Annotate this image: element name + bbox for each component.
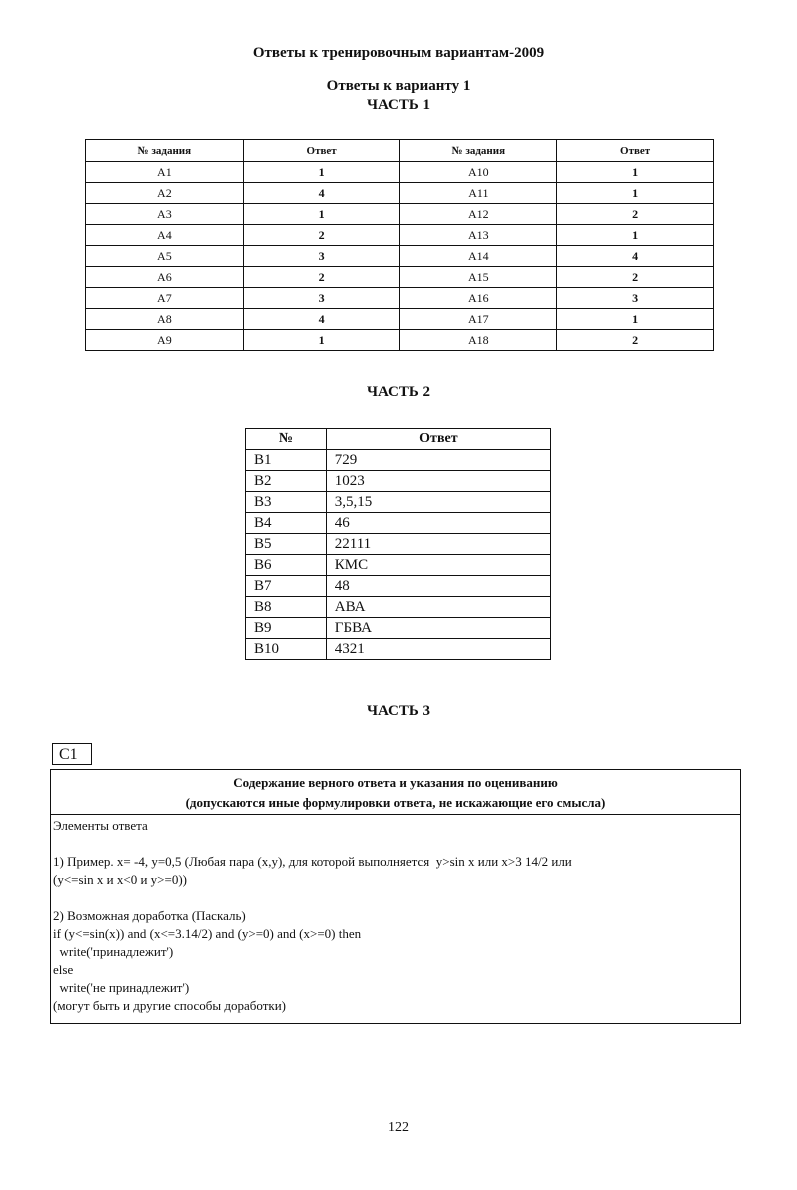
answer-cell: 4 — [557, 246, 714, 267]
task-number-cell: A8 — [86, 309, 244, 330]
answer-cell: 48 — [326, 576, 550, 597]
answer-box-header-line: (допускаются иные формулировки ответа, не искажающие его смысла) — [185, 795, 606, 810]
answer-cell: 1 — [243, 330, 400, 351]
answer-cell: 729 — [326, 450, 550, 471]
answer-text-line: (y<=sin x и x<0 и y>=0)) — [53, 872, 187, 887]
answer-text-line: 2) Возможная доработка (Паскаль) — [53, 908, 246, 923]
task-number-cell: A11 — [400, 183, 557, 204]
part2-heading: ЧАСТЬ 2 — [366, 384, 431, 400]
table-row — [246, 492, 551, 513]
answer-cell: ГБВА — [326, 618, 550, 639]
part2-answers-table — [245, 428, 551, 660]
answer-cell: 1 — [557, 162, 714, 183]
answer-cell: 3,5,15 — [326, 492, 550, 513]
column-header: № — [246, 429, 327, 450]
answer-text-line: write('не принадлежит') — [53, 980, 190, 995]
part1-heading: ЧАСТЬ 1 — [366, 97, 431, 113]
table-row — [246, 618, 551, 639]
answer-cell: 1023 — [326, 471, 550, 492]
task-c1-answer-box — [50, 769, 741, 1024]
answer-text-line: else — [53, 962, 74, 977]
table-row — [86, 204, 714, 225]
table-row — [246, 576, 551, 597]
part3-heading: ЧАСТЬ 3 — [366, 703, 431, 719]
table-row — [86, 267, 714, 288]
task-c1-label: C1 — [52, 743, 92, 765]
answer-text-line: (могут быть и другие способы доработки) — [53, 998, 287, 1013]
answer-text-line: Элементы ответа — [53, 818, 148, 833]
answer-text-line: if (y<=sin(x)) and (x<=3.14/2) and (y>=0) and (x>=0) then — [53, 926, 362, 941]
column-header: Ответ — [243, 140, 400, 162]
task-number-cell: A3 — [86, 204, 244, 225]
task-number-cell: A2 — [86, 183, 244, 204]
table-row — [86, 183, 714, 204]
column-header: № задания — [400, 140, 557, 162]
answer-box-header-line: Содержание верного ответа и указания по оцениванию — [233, 775, 558, 790]
answer-cell: 2 — [557, 267, 714, 288]
task-number-cell: B6 — [246, 555, 327, 576]
part1-answers-table — [85, 139, 714, 351]
column-header: № задания — [86, 140, 244, 162]
task-number-cell: A14 — [400, 246, 557, 267]
answer-cell: 3 — [557, 288, 714, 309]
task-number-cell: A18 — [400, 330, 557, 351]
answer-cell: 4321 — [326, 639, 550, 660]
answer-text-line: write('принадлежит') — [53, 944, 174, 959]
table-row — [246, 450, 551, 471]
variant-title: Ответы к варианту 1 — [326, 78, 471, 94]
answer-cell: 2 — [557, 330, 714, 351]
task-number-cell: B10 — [246, 639, 327, 660]
table-row — [86, 309, 714, 330]
task-number-cell: A16 — [400, 288, 557, 309]
answer-cell: 1 — [557, 183, 714, 204]
task-number-cell: A6 — [86, 267, 244, 288]
task-number-cell: B3 — [246, 492, 327, 513]
task-number-cell: B1 — [246, 450, 327, 471]
table-row — [246, 513, 551, 534]
table-row — [86, 225, 714, 246]
column-header: Ответ — [557, 140, 714, 162]
task-number-cell: B4 — [246, 513, 327, 534]
task-number-cell: B5 — [246, 534, 327, 555]
answer-cell: 2 — [243, 225, 400, 246]
task-number-cell: A4 — [86, 225, 244, 246]
task-number-cell: A17 — [400, 309, 557, 330]
task-number-cell: A9 — [86, 330, 244, 351]
answer-box-body — [53, 817, 736, 1015]
answer-cell: 22111 — [326, 534, 550, 555]
answer-text-line: 1) Пример. x= -4, y=0,5 (Любая пара (x,y), для которой выполняется y>sin x или x>3 14/2 или — [53, 854, 572, 869]
table-row — [246, 639, 551, 660]
table-row — [246, 597, 551, 618]
table-row — [86, 162, 714, 183]
task-number-cell: A5 — [86, 246, 244, 267]
answer-cell: КМС — [326, 555, 550, 576]
task-number-cell: A10 — [400, 162, 557, 183]
answer-cell: 1 — [243, 162, 400, 183]
task-number-cell: B7 — [246, 576, 327, 597]
table-row — [246, 471, 551, 492]
answer-cell: 4 — [243, 183, 400, 204]
answer-cell: 1 — [243, 204, 400, 225]
document-title: Ответы к тренировочным вариантам-2009 — [252, 45, 545, 61]
answer-cell: 3 — [243, 288, 400, 309]
task-number-cell: A12 — [400, 204, 557, 225]
answer-box-header — [51, 770, 740, 815]
answer-cell: АВА — [326, 597, 550, 618]
answer-cell: 1 — [557, 225, 714, 246]
answer-cell: 46 — [326, 513, 550, 534]
answer-cell: 2 — [557, 204, 714, 225]
table-row — [246, 555, 551, 576]
task-number-cell: A15 — [400, 267, 557, 288]
answer-cell: 3 — [243, 246, 400, 267]
task-number-cell: A13 — [400, 225, 557, 246]
blank-line — [53, 835, 736, 853]
task-number-cell: A1 — [86, 162, 244, 183]
page-number: 122 — [388, 1120, 409, 1135]
table-header-row — [86, 140, 714, 162]
task-number-cell: B8 — [246, 597, 327, 618]
column-header: Ответ — [326, 429, 550, 450]
task-number-cell: A7 — [86, 288, 244, 309]
task-number-cell: B9 — [246, 618, 327, 639]
table-row — [86, 288, 714, 309]
answer-cell: 4 — [243, 309, 400, 330]
table-row — [86, 246, 714, 267]
blank-line — [53, 889, 736, 907]
task-number-cell: B2 — [246, 471, 327, 492]
table-row — [86, 330, 714, 351]
table-header-row — [246, 429, 551, 450]
answer-cell: 1 — [557, 309, 714, 330]
table-row — [246, 534, 551, 555]
answer-cell: 2 — [243, 267, 400, 288]
